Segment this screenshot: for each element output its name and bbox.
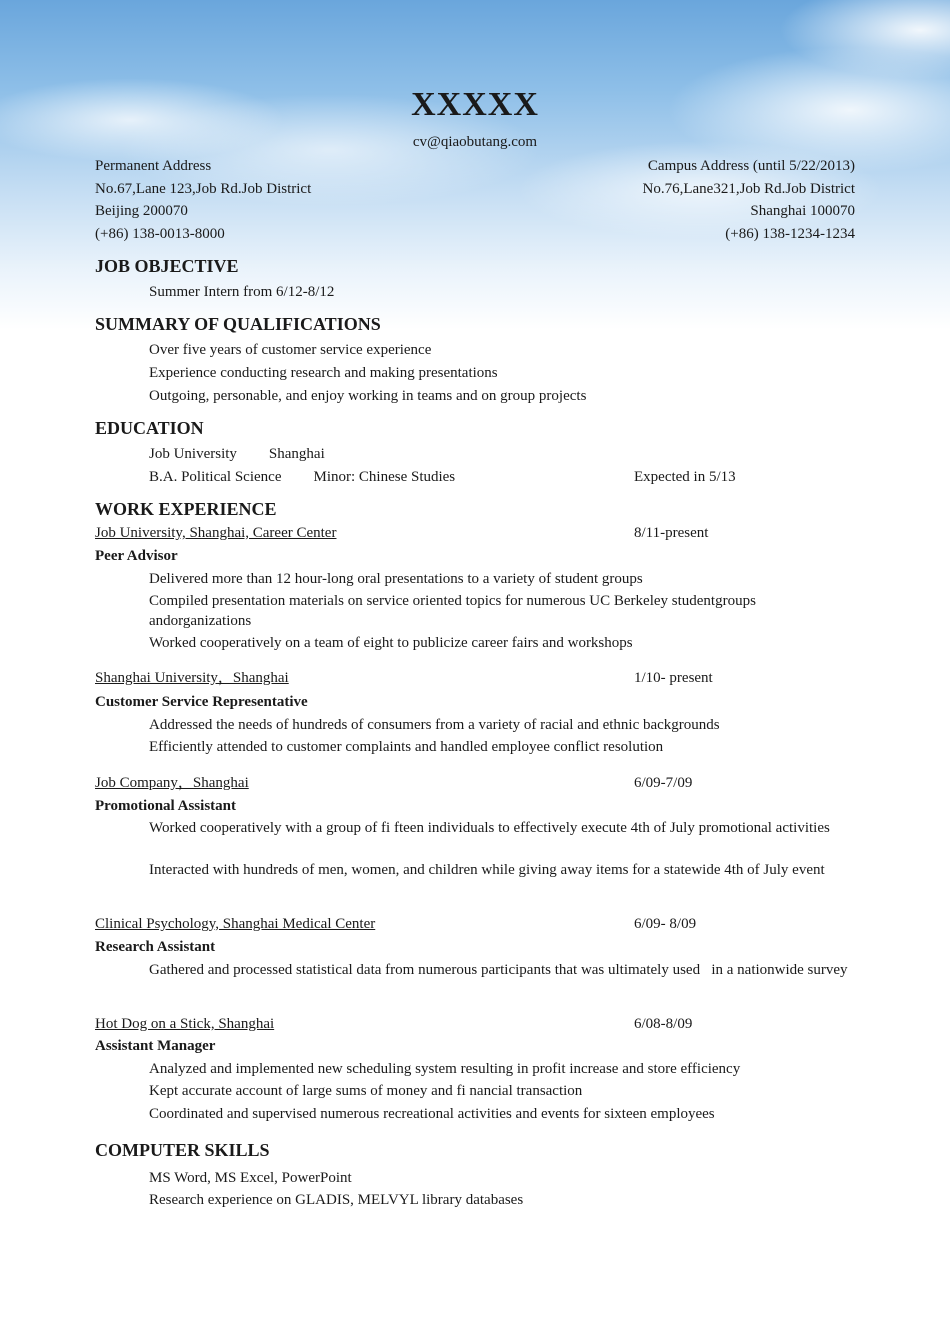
qualification-item: Experience conducting research and making presentations <box>149 365 498 381</box>
job-role: Customer Service Representative <box>95 694 308 710</box>
section-title-work: WORK EXPERIENCE <box>95 499 277 519</box>
education-degree-row <box>149 467 849 487</box>
section-title-objective: JOB OBJECTIVE <box>95 256 239 276</box>
job-bullet: Interacted with hundreds of men, women, and children while giving away items for a statewide 4th of July event <box>149 862 825 878</box>
job-bullet: Worked cooperatively on a team of eight to publicize career fairs and workshops <box>149 635 633 651</box>
permanent-address-block <box>95 155 475 246</box>
education-city: Shanghai <box>268 446 325 462</box>
job-bullet: Coordinated and supervised numerous recreational activities and events for sixteen employees <box>149 1106 715 1122</box>
candidate-name: XXXXX <box>411 86 539 123</box>
job-header <box>95 1014 855 1034</box>
objective-text: Summer Intern from 6/12-8/12 <box>149 284 335 300</box>
education-expected: Expected in 5/13 <box>634 469 736 485</box>
job-header <box>95 773 855 793</box>
job-bullet: Addressed the needs of hundreds of consumers from a variety of racial and ethnic backgrounds <box>149 717 720 733</box>
education-school: Job University <box>149 446 237 462</box>
job-header <box>95 914 855 934</box>
campus-phone: (+86) 138-1234-1234 <box>725 226 855 243</box>
campus-address-block <box>475 155 855 246</box>
job-bullet: Analyzed and implemented new scheduling system resulting in profit increase and store efficiency <box>149 1061 741 1077</box>
campus-address-line2: Shanghai 100070 <box>750 203 855 220</box>
permanent-address-line1: No.67,Lane 123,Job Rd.Job District <box>95 180 312 197</box>
section-title-education: EDUCATION <box>95 418 204 438</box>
job-header <box>95 668 855 688</box>
job-bullet: Kept accurate account of large sums of money and fi nancial transaction <box>149 1083 583 1099</box>
education-school-row <box>149 444 849 464</box>
job-organization: Shanghai University，Shanghai <box>95 670 289 686</box>
job-bullet: Compiled presentation materials on service oriented topics for numerous UC Berkeley studentgroups andorganizations <box>149 593 756 629</box>
permanent-address-line2: Beijing 200070 <box>95 203 188 220</box>
education-minor: Minor: Chinese Studies <box>313 469 456 485</box>
job-bullet: Gathered and processed statistical data from numerous participants that was ultimately used in a nationwide survey <box>149 962 848 978</box>
job-organization: Clinical Psychology, Shanghai Medical Center <box>95 916 376 932</box>
job-date: 6/09- 8/09 <box>634 916 697 932</box>
section-title-qualifications: SUMMARY OF QUALIFICATIONS <box>95 314 381 334</box>
job-organization: Job University, Shanghai, Career Center <box>95 525 337 541</box>
permanent-phone: (+86) 138-0013-8000 <box>95 226 225 243</box>
job-date: 6/08-8/09 <box>634 1016 693 1032</box>
job-bullet: Worked cooperatively with a group of fi fteen individuals to effectively execute 4th of July promotional activities <box>149 820 830 836</box>
job-role: Promotional Assistant <box>95 798 236 814</box>
campus-address-label: Campus Address (until 5/22/2013) <box>647 158 855 174</box>
section-title-skills: COMPUTER SKILLS <box>95 1140 270 1160</box>
job-organization: Job Company，Shanghai <box>95 775 249 791</box>
email-address: cv@qiaobutang.com <box>412 134 538 150</box>
job-organization: Hot Dog on a Stick, Shanghai <box>95 1016 275 1032</box>
campus-address-line1: No.76,Lane321,Job Rd.Job District <box>642 180 855 197</box>
job-role: Peer Advisor <box>95 548 178 564</box>
job-date: 1/10- present <box>634 670 713 686</box>
education-degree: B.A. Political Science <box>149 469 282 485</box>
job-date: 8/11-present <box>634 525 709 541</box>
qualification-item: Over five years of customer service experience <box>149 342 432 358</box>
job-role: Assistant Manager <box>95 1038 216 1054</box>
skill-item: MS Word, MS Excel, PowerPoint <box>149 1170 352 1186</box>
job-bullet: Efficiently attended to customer complaints and handled employee conflict resolution <box>149 739 664 755</box>
job-role: Research Assistant <box>95 939 216 955</box>
job-header <box>95 523 855 543</box>
skill-item: Research experience on GLADIS, MELVYL library databases <box>149 1192 524 1208</box>
qualification-item: Outgoing, personable, and enjoy working in teams and on group projects <box>149 388 587 404</box>
job-date: 6/09-7/09 <box>634 775 693 791</box>
permanent-address-label: Permanent Address <box>95 158 212 174</box>
job-bullet: Delivered more than 12 hour-long oral presentations to a variety of student groups <box>149 571 643 587</box>
